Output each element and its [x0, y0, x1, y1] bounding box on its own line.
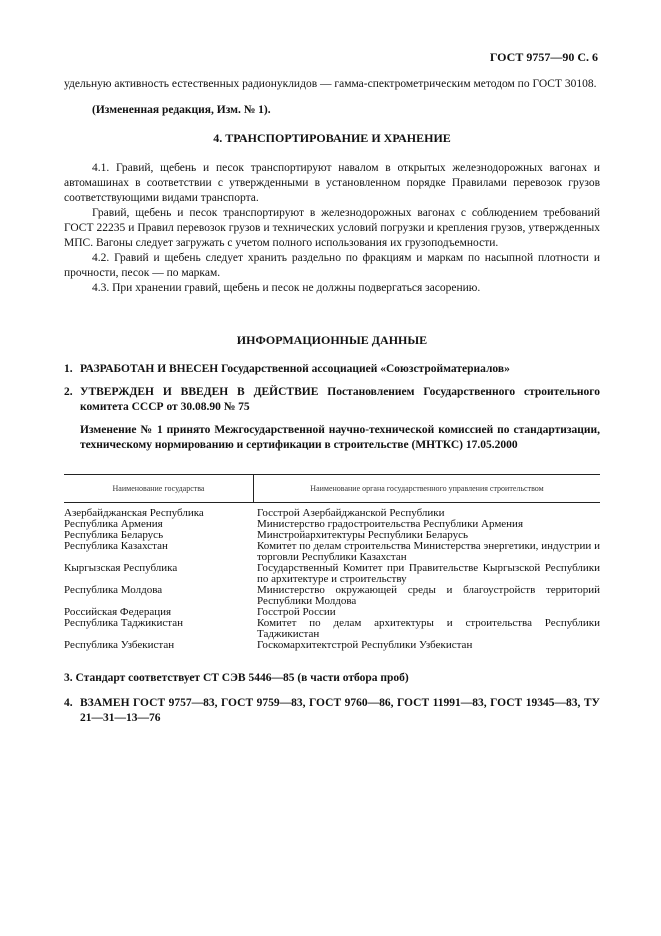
section-4-paragraph-1: 4.1. Гравий, щебень и песок транспортируют навалом в открытых железнодорожных вагонах и автомашинах в соответствии с утвержденными в установленном порядке Правилами перевозок грузов соответствующими видами транспорта. [64, 162, 600, 204]
info-item-4 [64, 696, 600, 726]
state-cell: Российская Федерация [64, 606, 172, 618]
section-4-paragraph-2: Гравий, щебень и песок транспортируют в железнодорожных вагонах с соблюдением требований ГОСТ 22235 и Правил перевозок грузов и технических условий погрузки и крепления грузов, утвержденных МПС. Вагоны следует загружать с учетом полного использования их грузоподъемности. [64, 207, 600, 249]
info-item-1-number: 1. [64, 363, 73, 375]
section-4-paragraph-4: 4.3. При хранении гравий, щебень и песок не должны подвергаться засорению. [92, 282, 481, 294]
org-cell: Министерство окружающей среды и благоустройств территорий Республики Молдова [257, 584, 600, 607]
intro-edition: (Измененная редакция, Изм. № 1). [92, 104, 271, 116]
section-4-title: 4. ТРАНСПОРТИРОВАНИЕ И ХРАНЕНИЕ [213, 131, 451, 145]
table-top-rule [64, 474, 600, 475]
state-cell: Азербайджанская Республика [64, 507, 204, 519]
info-item-2-number: 2. [64, 386, 73, 398]
table-header-rule [64, 502, 600, 503]
org-cell: Государственный Комитет при Правительстве Кыргызской Республики по архитектуре и строительству [257, 562, 600, 585]
org-cell: Минстройархитектуры Республики Беларусь [257, 529, 468, 541]
state-cell: Республика Узбекистан [64, 639, 175, 651]
info-item-2 [64, 385, 600, 415]
state-cell: Республика Армения [64, 518, 163, 530]
page-header: ГОСТ 9757—90 С. 6 [489, 50, 598, 64]
info-item-1 [64, 362, 600, 377]
info-item-1-text: РАЗРАБОТАН И ВНЕСЕН Государственной ассоциацией «Союзстройматериалов» [80, 363, 510, 375]
table-header-state: Наименование государства [112, 484, 205, 493]
info-item-4-text: ВЗАМЕН ГОСТ 9757—83, ГОСТ 9759—83, ГОСТ 9760—86, ГОСТ 11991—83, ГОСТ 19345—83, ТУ 21—31—13—76 [80, 697, 600, 724]
org-cell: Госкомархитектстрой Республики Узбекистан [257, 639, 473, 651]
state-cell: Республика Таджикистан [64, 617, 183, 629]
info-title: ИНФОРМАЦИОННЫЕ ДАННЫЕ [236, 333, 428, 347]
state-cell: Кыргызская Республика [64, 562, 178, 574]
org-cell: Госстрой России [257, 606, 336, 618]
org-cell: Комитет по делам архитектуры и строительства Республики Таджикистан [257, 617, 600, 640]
intro-text: удельную активность естественных радионуклидов — гамма-спектрометрическим методом по ГОСТ 30108. [64, 78, 597, 90]
org-cell: Госстрой Азербайджанской Республики [257, 507, 445, 519]
table-header-org: Наименование органа государственного управления строительством [310, 484, 544, 493]
info-item-3: 3. Стандарт соответствует СТ СЭВ 5446—85 (в части отбора проб) [64, 672, 409, 684]
org-cell: Министерство градостроительства Республики Армения [257, 518, 523, 530]
info-item-4-number: 4. [64, 697, 73, 709]
state-cell: Республика Казахстан [64, 540, 168, 552]
change-note: Изменение № 1 принято Межгосударственной научно-технической комиссией по стандартизации, техническому нормированию и сертификации в строительстве (МНТКС) 17.05.2000 [80, 424, 600, 451]
info-item-2-text: УТВЕРЖДЕН И ВВЕДЕН В ДЕЙСТВИЕ Постановлением Государственного строительного комитета СССР от 30.08.90 № 75 [80, 386, 600, 413]
state-cell: Республика Молдова [64, 584, 163, 596]
org-cell: Комитет по делам строительства Министерства энергетики, индустрии и торговли Республики Казахстан [257, 540, 600, 563]
state-cell: Республика Беларусь [64, 529, 164, 541]
section-4-paragraph-3: 4.2. Гравий и щебень следует хранить раздельно по фракциям и маркам по насыпной плотности и прочности, песок — по маркам. [64, 252, 600, 279]
